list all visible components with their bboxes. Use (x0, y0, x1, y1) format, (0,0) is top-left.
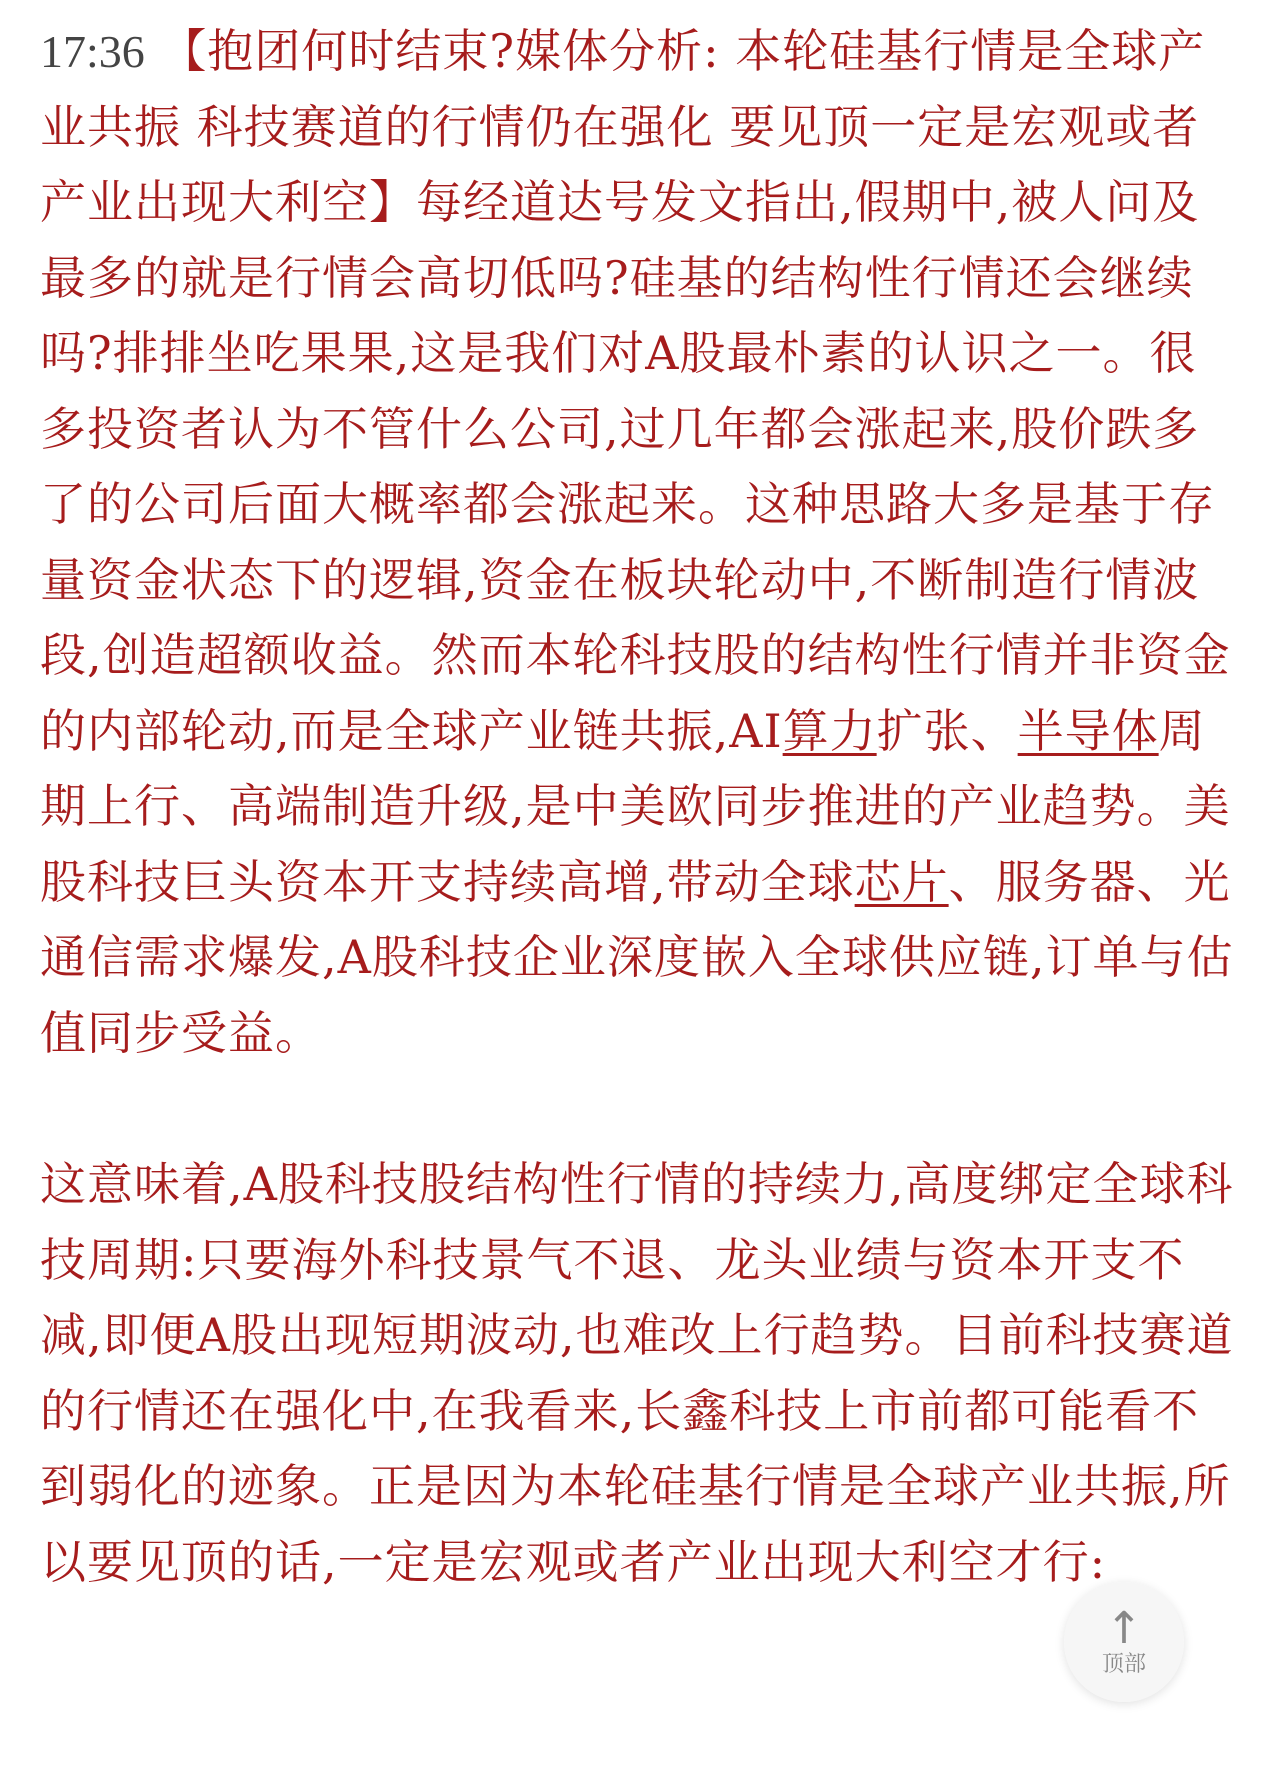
article-body (40, 14, 1240, 1600)
paragraph-1-text-d: 、服务器、光通信需求爆发,A股科技企业深度嵌入全球供应链,订单与估值同步受益。 (40, 854, 1234, 1060)
headline: 【抱团何时结束?媒体分析: 本轮硅基行情是全球产业共振 科技赛道的行情仍在强化 要见顶一定是宏观或者产业出现大利空】 (40, 24, 1206, 229)
paragraph-2: 这意味着,A股科技股结构性行情的持续力,高度绑定全球科技周期:只要海外科技景气不退、龙头业绩与资本开支不减,即便A股出现短期波动,也难改上行趋势。目前科技赛道的行情还在强化中,在我看来,长鑫科技上市前都可能看不到弱化的迹象。正是因为本轮硅基行情是全球产业共振,所以要见顶的话,一定是宏观或者产业出现大利空才行: (40, 1157, 1234, 1589)
back-to-top-button[interactable] (1064, 1582, 1184, 1702)
paragraph-1-text-b: 扩张、 (876, 703, 1018, 758)
back-to-top-label: 顶部 (1101, 1652, 1146, 1677)
paragraph-1-text-a: 每经道达号发文指出,假期中,被人问及最多的就是行情会高切低吗?硅基的结构性行情还会继续吗?排排坐吃果果,这是我们对A股最朴素的认识之一。很多投资者认为不管什么公司,过几年都会涨起来,股价跌多了的公司后面大概率都会涨起来。这种思路大多是基于存量资金状态下的逻辑,资金在板块轮动中,不断制造行情波段,创造超额收益。然而本轮科技股的结构性行情并非资金的内部轮动,而是全球产业链共振,AI (40, 175, 1231, 758)
paragraph-1-text-c: 周期上行、高端制造升级,是中美欧同步推进的产业趋势。美股科技巨头资本开支持续高增,带动全球 (40, 703, 1231, 909)
link-semiconductor[interactable]: 半导体 (1017, 703, 1159, 758)
arrow-up-icon: ↑ (1105, 1603, 1143, 1654)
link-chip[interactable]: 芯片 (854, 854, 949, 909)
timestamp: 17:36 (40, 26, 145, 77)
link-computing-power[interactable]: 算力 (782, 703, 877, 758)
paragraph-1 (40, 14, 1240, 1071)
